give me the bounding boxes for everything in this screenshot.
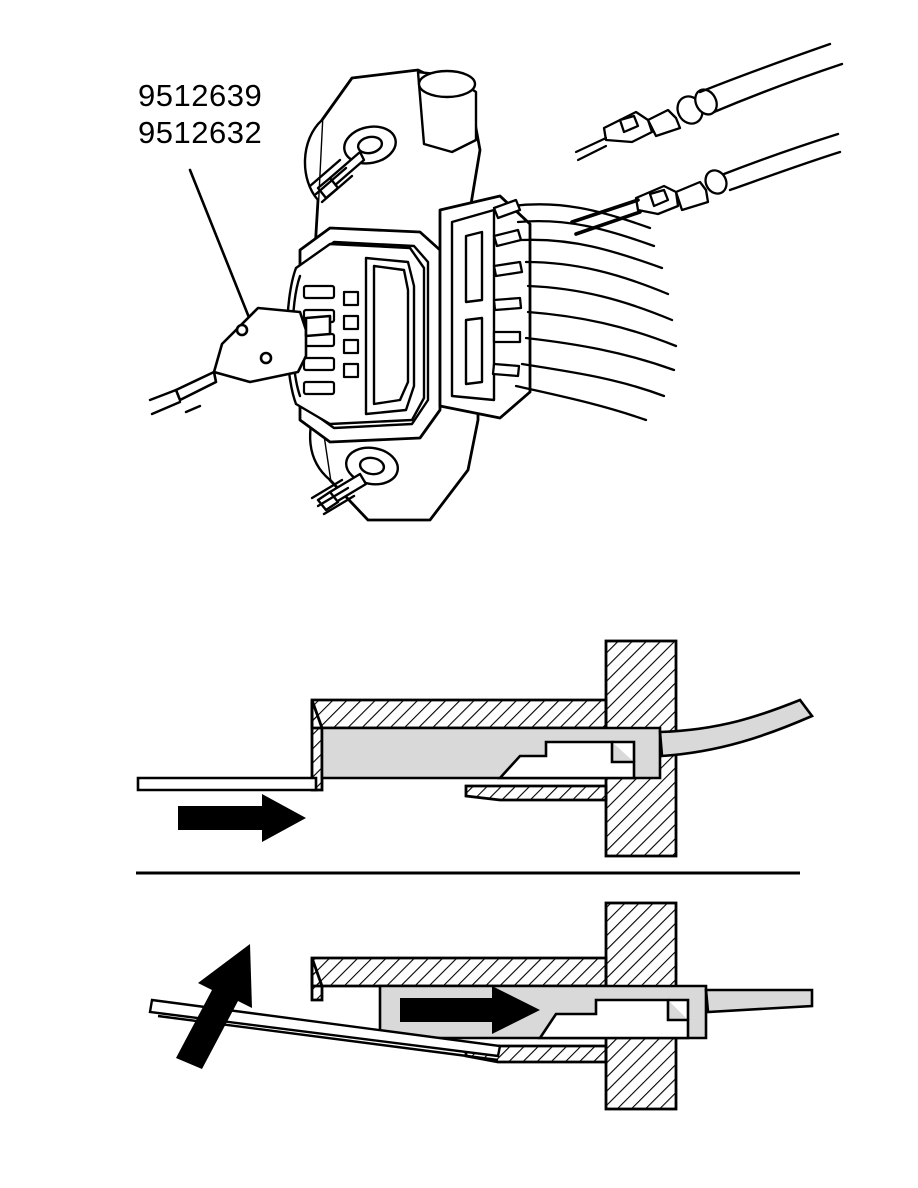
step-1-insert-tool [138,641,812,856]
step-2-lift-lock-and-pull [150,903,812,1109]
insert-arrow [178,794,306,842]
part-number-1: 9512639 [138,78,263,113]
callout-leader-line [190,170,252,325]
part-number-labels [138,78,262,151]
part-number-2: 9512632 [138,114,263,150]
